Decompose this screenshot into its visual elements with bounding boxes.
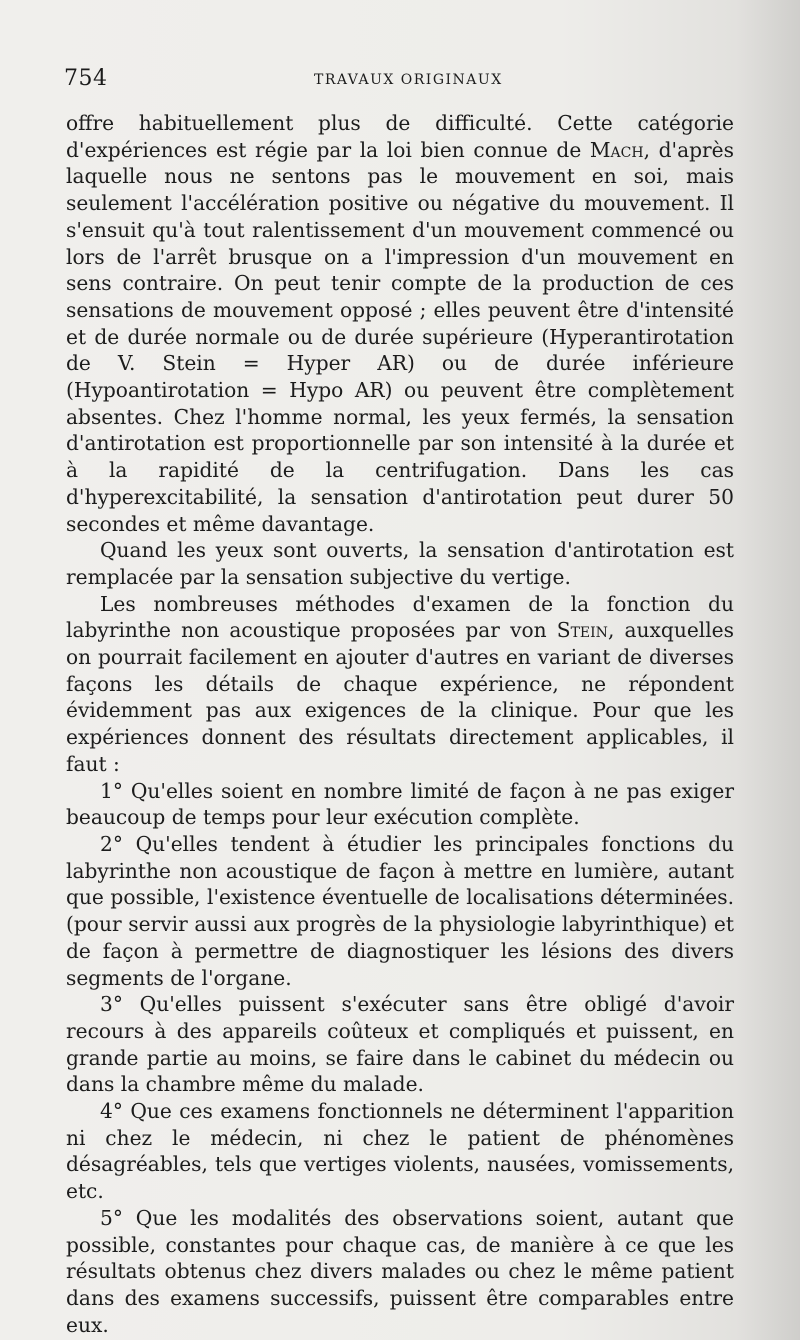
body-text: [66, 110, 734, 1338]
requirement-5: 5° Que les modalités des observations soient, autant que possible, constantes pour chaque cas, de manière à ce que les résultats obtenus chez divers malades ou chez le même patient dans des examens successifs, puissent être comparables entre eux.: [66, 1205, 734, 1337]
running-head: TRAVAUX ORIGINAUX: [314, 72, 503, 88]
requirement-4: 4° Que ces examens fonctionnels ne déterminent l'apparition ni chez le médecin, ni chez le patient de phénomènes désagréables, tels que vertiges violents, nausées, vomissements, etc.: [66, 1099, 734, 1204]
author-name-stein: Stein: [556, 618, 608, 643]
page-number: 754: [64, 66, 108, 91]
requirement-3: 3° Qu'elles puissent s'exécuter sans être obligé d'avoir recours à des appareils coûteux et compliqués et puissent, en grande partie au moins, se faire dans le cabinet du médecin ou dans la chambre même du malade.: [66, 992, 734, 1097]
requirement-2: 2° Qu'elles tendent à étudier les principales fonctions du labyrinthe non acoustique de façon à mettre en lumière, autant que possible, l'existence éventuelle de localisations déterminées. (pour servir aussi aux progrès de la physiologie labyrinthique) et de façon à permettre de diagnostiquer les lésions des divers segments de l'organe.: [66, 831, 734, 990]
paragraph-3: [66, 591, 734, 778]
page-header: [64, 66, 736, 96]
paragraph-1-text: offre habituellement plus de difficulté. Cette catégorie d'expériences est régie par la loi bien connue de: [66, 111, 734, 162]
requirement-1: 1° Qu'elles soient en nombre limité de façon à ne pas exiger beaucoup de temps pour leur exécution complète.: [66, 778, 734, 830]
paragraph-2: Quand les yeux sont ouverts, la sensation d'antirotation est remplacée par la sensation subjective du vertige.: [66, 538, 734, 589]
paragraph-3-text: Les nombreuses méthodes d'examen de la fonction du labyrinthe non acoustique proposées par von: [66, 591, 734, 643]
paragraph-3-text-cont: , auxquelles on pourrait facilement en ajouter d'autres en variant de diverses façons les détails de chaque expérience, ne répondent évidemment pas aux exigences de la clinique. Pour que les expériences donnent des résultats directement applicables, il faut :: [66, 618, 734, 776]
paragraph-1-text-cont: , d'après laquelle nous ne sentons pas le mouvement en soi, mais seulement l'accélération positive ou négative du mouvement. Il s'ensuit qu'à tout ralentissement d'un mouvement commencé ou lors de l'arrêt brusque on a l'impression d'un mouvement en sens contraire. On peut tenir compte de la production de ces sensations de mouvement opposé ; elles peuvent être d'intensité et de durée normale ou de durée supérieure (Hyperantirotation de V. Stein = Hyper AR) ou de durée inférieure (Hypoantirotation = Hypo AR) ou peuvent être complètement absentes. Chez l'homme normal, les yeux fermés, la sensation d'antirotation est proportionnelle par son intensité à la durée et à la rapidité de la centrifugation. Dans les cas d'hyperexcitabilité, la sensation d'antirotation peut durer 50 secondes et même davantage.: [66, 137, 734, 536]
author-name-mach: Mach: [589, 137, 644, 162]
paragraph-1: [66, 110, 734, 537]
